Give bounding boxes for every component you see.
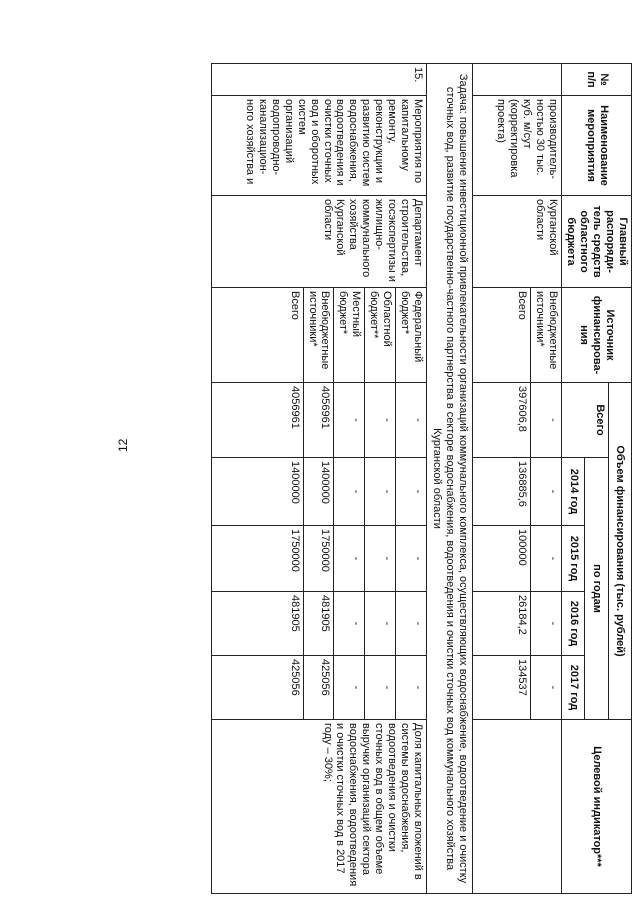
cell-2016: - [396, 592, 427, 656]
cell-total: - [531, 383, 562, 458]
cell-source: Местный бюджет* [334, 288, 365, 383]
cell-source: Всего [211, 288, 303, 383]
header-manager: Главный распоряди-тель средств областного бюджета [562, 196, 632, 288]
cell-2015: 1750000 [211, 526, 303, 592]
cell-2016: - [365, 592, 396, 656]
item-manager: Департамент строительства, госэкспертизы и жилищно-коммунального хозяйства Курганской области [211, 196, 427, 288]
table-row [531, 64, 562, 894]
cell-total: - [365, 383, 396, 458]
cell-2016: 26184,2 [473, 592, 531, 656]
cell-2014: - [531, 458, 562, 526]
header-total: Всего [562, 383, 609, 458]
item-name: Мероприятия по капитальному ремонту, реконструкции и развитию систем водоснабжения, водоотведения и очистки сточных вод и оборотных систем организаций водопроводно-канализацион-ного хозяйства и [211, 96, 427, 196]
cell-2015: - [396, 526, 427, 592]
cell-2016: - [334, 592, 365, 656]
cell-manager: Курганской области [473, 196, 562, 288]
cell-total: - [334, 383, 365, 458]
cell-2015: - [531, 526, 562, 592]
rotated-page [102, 63, 632, 893]
header-volume: Объем финансирования (тыс. рублей) [609, 383, 632, 720]
cell-total: 4056961 [211, 383, 303, 458]
header-source: Источник финансирова-ния [562, 288, 632, 383]
cell-2015: 100000 [473, 526, 531, 592]
cell-source: Внебюджетные источники* [531, 288, 562, 383]
table-row [396, 64, 427, 894]
cell-2016: - [531, 592, 562, 656]
cell-2015: 1750000 [303, 526, 334, 592]
cell-2017: - [396, 656, 427, 720]
cell-total: 4056961 [303, 383, 334, 458]
cell-source: Внебюджетные источники* [303, 288, 334, 383]
cell-2014: - [334, 458, 365, 526]
cell-2017: - [531, 656, 562, 720]
cell-2015: - [334, 526, 365, 592]
header-indicator: Целевой индикатор*** [562, 720, 632, 894]
header-year-2016: 2016 год [562, 592, 585, 656]
cell-indicator [473, 720, 562, 894]
cell-2014: 136885,6 [473, 458, 531, 526]
page-number: 12 [116, 438, 130, 452]
cell-2016: 481905 [211, 592, 303, 656]
cell-source: Всего [473, 288, 531, 383]
cell-total: - [396, 383, 427, 458]
header-year-2017: 2017 год [562, 656, 585, 720]
task-row [427, 64, 473, 894]
header-year-2015: 2015 год [562, 526, 585, 592]
financing-table [211, 63, 632, 894]
cell-2014: - [396, 458, 427, 526]
header-name: Наименование мероприятия [562, 96, 632, 196]
cell-2015: - [365, 526, 396, 592]
cell-2014: - [365, 458, 396, 526]
header-no: № п/п [562, 64, 632, 96]
cell-2017: 425056 [303, 656, 334, 720]
cell-2017: 134537 [473, 656, 531, 720]
cell-no [473, 64, 562, 96]
task-text: Задача: повышение инвестиционной привлекательности организаций коммунального комплекса, осуществляющих водоснабжение, водоотведение и очистку сточных вод, развитие государственно-частного партнерства в секторе водоснабжения, водоотведения и очистки сточных вод коммунального хозяйства Курганской области [427, 64, 473, 894]
cell-source: Областной бюджет** [365, 288, 396, 383]
cell-name: производитель-ностью 30 тыс. куб. м/сут (корректировка проекта) [473, 96, 562, 196]
cell-source: Федеральный бюджет* [396, 288, 427, 383]
header-year-2014: 2014 год [562, 458, 585, 526]
cell-total: 397606,8 [473, 383, 531, 458]
cell-2014: 1400000 [303, 458, 334, 526]
cell-2017: - [365, 656, 396, 720]
item-number: 15. [211, 64, 427, 96]
cell-2016: 481905 [303, 592, 334, 656]
header-by-year: по годам [585, 458, 609, 720]
item-indicator: Доля капитальных вложений в системы водоснабжения, водоотведения и очистки сточных вод в общем объеме выручки организаций сектора водоснабжения, водоотведения и очистки сточных вод в 2017 году – 30%; [211, 720, 427, 894]
cell-2017: 425056 [211, 656, 303, 720]
header-row-1 [609, 64, 632, 894]
cell-2017: - [334, 656, 365, 720]
cell-2014: 1400000 [211, 458, 303, 526]
